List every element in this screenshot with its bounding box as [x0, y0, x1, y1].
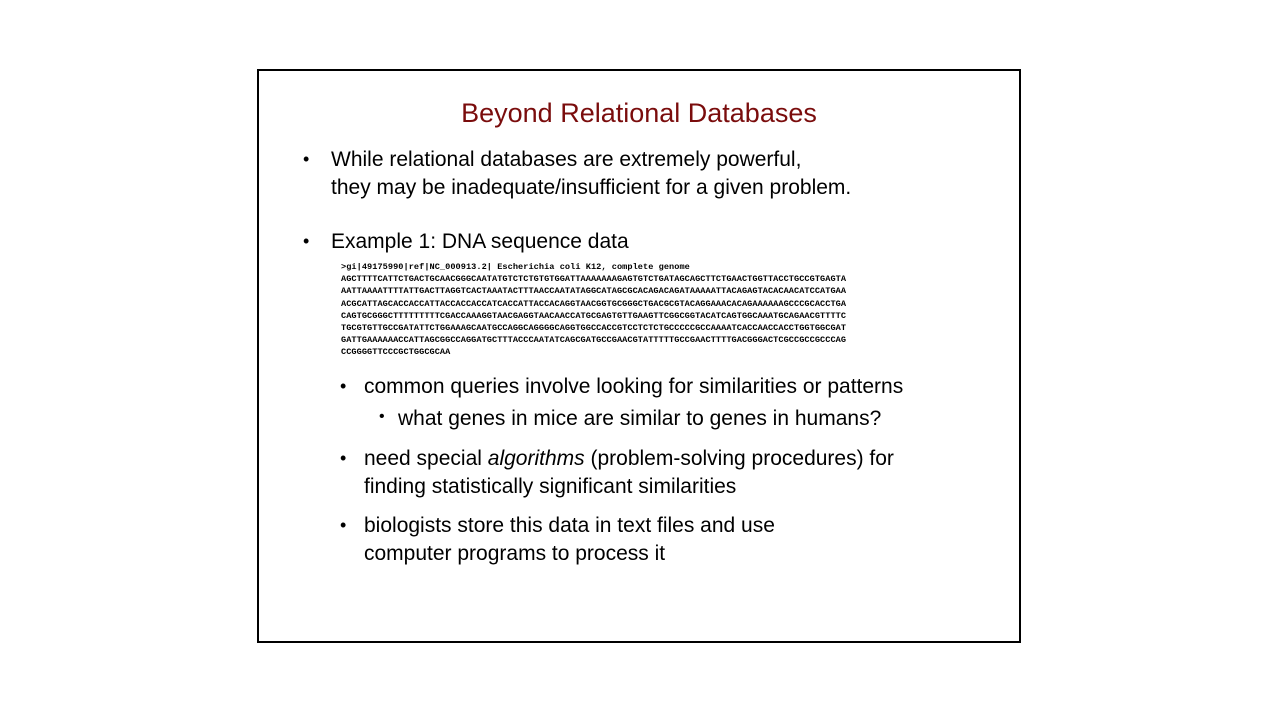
- sub-bullet-dot: •: [340, 515, 347, 535]
- sub-bullet-algorithms: [364, 445, 894, 501]
- sub-sub-bullet-dot: •: [379, 408, 385, 425]
- slide: [257, 69, 1021, 643]
- sub-bullet-dot: •: [340, 448, 347, 468]
- slide-title: Beyond Relational Databases: [461, 98, 817, 128]
- bullet-relational-power: [331, 146, 851, 202]
- sub-bullet-line: computer programs to process it: [364, 542, 666, 565]
- sub-bullet-line: [364, 445, 894, 473]
- dna-line: CCGGGGTTCCCGCTGGCGCAA: [341, 347, 451, 358]
- sub-bullet-line: common queries involve looking for similarities or patterns: [364, 375, 904, 398]
- sub-sub-bullet-genes: [398, 405, 881, 433]
- dna-line: AATTAAAATTTTATTGACTTAGGTCACTAAATACTTTAACCAATATAGGCATAGCGCACAGACAGATAAAAATTACAGAGTACACAACATCCATGAA: [341, 286, 847, 297]
- text-before: need special: [364, 447, 488, 470]
- bullet-line: While relational databases are extremely powerful,: [331, 148, 802, 171]
- sub-bullet-common-queries: [364, 373, 903, 401]
- dna-line: TGCGTGTTGCCGATATTCTGGAAAGCAATGCCAGGCAGGGGCAGGTGGCCACCGTCCTCTCTGCCCCCGCCAAAATCACCAACCACCTGGTGGCGAT: [341, 323, 847, 334]
- sub-bullet-line: biologists store this data in text files and use: [364, 514, 775, 537]
- dna-line: CAGTGCGGGCTTTTTTTTTCGACCAAAGGTAACGAGGTAACAACCATGCGAGTGTTGAAGTTCGGCGGTACATCAGTGGCAAATGCAGAACGTTTTC: [341, 310, 847, 321]
- bullet-line: they may be inadequate/insufficient for a given problem.: [331, 176, 852, 199]
- dna-line: AGCTTTTCATTCTGACTGCAACGGGCAATATGTCTCTGTGTGGATTAAAAAAAGAGTGTCTGATAGCAGCTTCTGAACTGGTTACCTGCCGTGAGTA: [341, 274, 847, 285]
- dna-line: ACGCATTAGCACCACCATTACCACCACCATCACCATTACCACAGGTAACGGTGCGGGCTGACGCGTACAGGAAACACAGAAAAAAGCCCGCACCTGA: [341, 298, 847, 309]
- dna-header: >gi|49175990|ref|NC_000913.2| Escherichia coli K12, complete genome: [341, 262, 690, 272]
- sub-bullet-dot: •: [340, 376, 347, 396]
- dna-line: GATTGAAAAAACCATTAGCGGCCAGGATGCTTTACCCAATATCAGCGATGCCGAACGTATTTTTGCCGAACTTTTGACGGGACTCGCCGCCGCCCAG: [341, 335, 847, 346]
- bullet-dot: •: [303, 231, 310, 251]
- sub-sub-bullet-line: what genes in mice are similar to genes in humans?: [398, 407, 882, 430]
- dna-sequence-block: [341, 261, 846, 359]
- bullet-example-dna: [331, 228, 629, 256]
- sub-bullet-line: finding statistically significant similarities: [364, 475, 737, 498]
- bullet-dot: •: [303, 149, 310, 169]
- text-after: (problem-solving procedures) for: [584, 447, 894, 470]
- sub-bullet-biologists: [364, 512, 775, 568]
- bullet-line: Example 1: DNA sequence data: [331, 230, 629, 253]
- emphasis-algorithms: algorithms: [487, 447, 585, 470]
